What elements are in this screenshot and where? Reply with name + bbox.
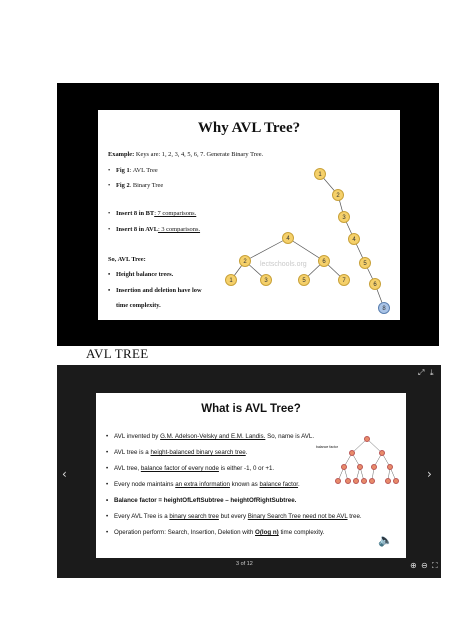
insert-avl-line: • Insert 8 in AVL: 3 comparisons. [116, 226, 200, 233]
bt-node: 3 [338, 211, 350, 223]
avl-node: 7 [338, 274, 350, 286]
mini-node [341, 464, 347, 470]
slide-1-title: Why AVL Tree? [197, 120, 301, 136]
avl-node: 2 [239, 255, 251, 267]
bullet-item: • Every node maintains an extra information known as balance factor. [114, 481, 300, 488]
zoom-in-icon[interactable]: ⊕ [410, 561, 417, 570]
mini-node [379, 450, 385, 456]
page-indicator: 3 of 12 [236, 561, 253, 567]
mini-node [371, 464, 377, 470]
mini-node [385, 478, 391, 484]
next-slide-icon[interactable]: › [427, 467, 432, 481]
mini-node [361, 478, 367, 484]
slide-2 [96, 393, 406, 558]
avl-node: 6 [318, 255, 330, 267]
mini-node [353, 478, 359, 484]
avl-node: 1 [225, 274, 237, 286]
fullscreen-icon[interactable]: ⛶ [432, 561, 438, 570]
mini-node [357, 464, 363, 470]
bullet-item: • Every AVL Tree is a binary search tree but every Binary Search Tree need not be AVL tree. [114, 513, 362, 520]
mini-node [345, 478, 351, 484]
bullet-item: • AVL invented by G.M. Adelson-Velsky and E.M. Landis. So, name is AVL. [114, 433, 314, 440]
bullet-item: • AVL tree is a height-balanced binary search tree. [114, 449, 247, 456]
mini-node [393, 478, 399, 484]
insertion-line: • Insertion and deletion have low [116, 287, 202, 294]
height-balance-line: • Height balance trees. [116, 271, 173, 278]
mini-node [364, 436, 370, 442]
example-line: Example: Keys are: 1, 2, 3, 4, 5, 6, 7. Generate Binary Tree. [108, 151, 264, 158]
expand-icon[interactable]: ⤢ [418, 368, 425, 377]
avl-node: 4 [282, 232, 294, 244]
bt-node: 5 [359, 257, 371, 269]
slide-1 [98, 110, 400, 320]
prev-slide-icon[interactable]: ‹ [62, 467, 67, 481]
zoom-out-icon[interactable]: ⊖ [421, 561, 428, 570]
mini-tree-label: balance factor [316, 445, 338, 449]
avl-node: 5 [298, 274, 310, 286]
avl-node: 3 [260, 274, 272, 286]
insert-bt-line: • Insert 8 in BT: 7 comparisons. [116, 210, 196, 217]
bullet-item: • AVL tree, balance factor of every node is either -1, 0 or +1. [114, 465, 274, 472]
download-icon[interactable]: ⤓ [430, 368, 434, 377]
mini-node [369, 478, 375, 484]
time-complexity-line: time complexity. [116, 302, 161, 309]
tree-edges [98, 110, 400, 320]
bt-node-new: 8 [378, 302, 390, 314]
mini-node [349, 450, 355, 456]
fig2-line: • Fig 2. Binary Tree [116, 182, 163, 189]
speaker-icon[interactable]: 🔈 [378, 533, 393, 547]
bt-node: 2 [332, 189, 344, 201]
bullet-item: • Operation perform: Search, Insertion, Deletion with O(log n) time complexity. [114, 529, 324, 536]
mini-node [335, 478, 341, 484]
watermark: lectschools.org [260, 261, 307, 268]
bullet-item: • Balance factor = heightOfLeftSubtree – heightOfRightSubtree. [114, 497, 296, 504]
section-caption: AVL TREE [86, 346, 149, 361]
bt-node: 4 [348, 233, 360, 245]
bt-node: 1 [314, 168, 326, 180]
mini-node [387, 464, 393, 470]
fig1-line: • Fig 1: AVL Tree [116, 167, 158, 174]
bt-node: 6 [369, 278, 381, 290]
so-avl-line: So, AVL Tree: [108, 256, 146, 263]
slide-2-title: What is AVL Tree? [201, 403, 301, 415]
